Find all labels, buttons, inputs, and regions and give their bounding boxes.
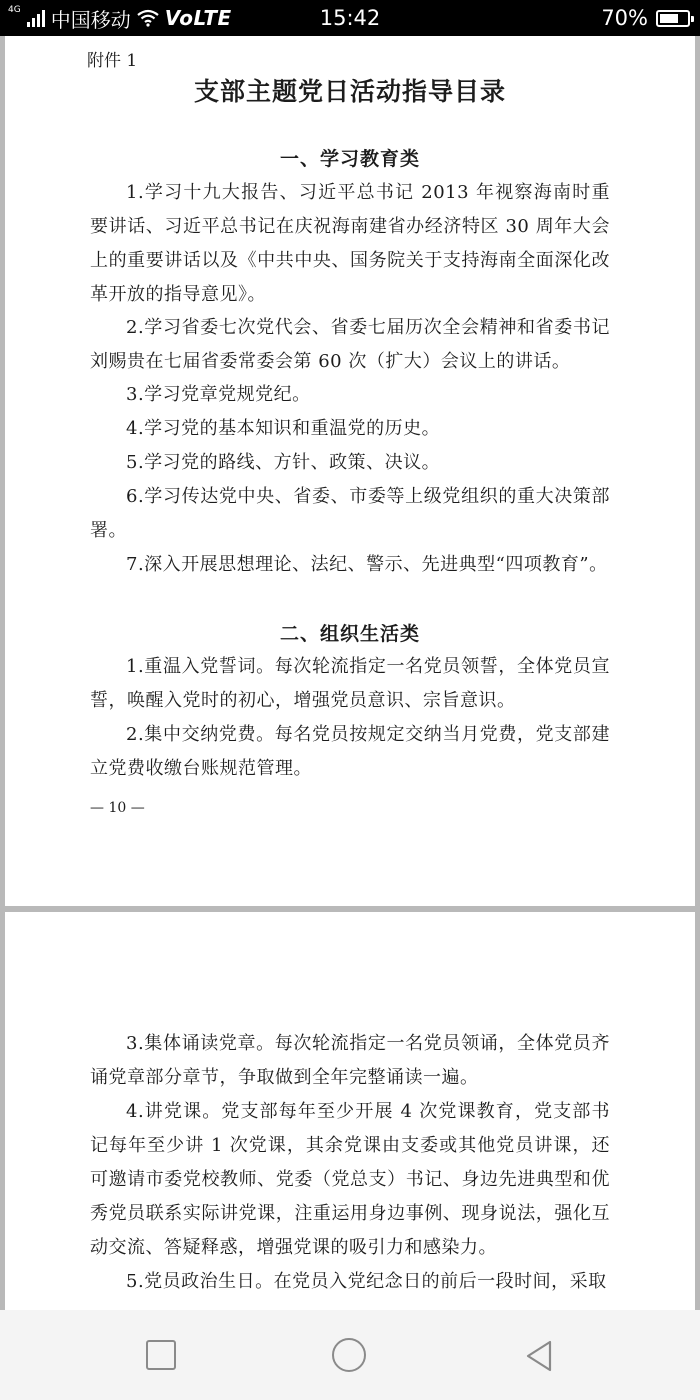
list-item: 5.学习党的路线、方针、政策、决议。 xyxy=(126,452,441,473)
list-item: 1.学习十九大报告、习近平总书记 2013 年视察海南时重要讲话、习近平总书记在庆祝海南建省办经济特区 30 周年大会上的重要讲话以及《中共中央、国务院关于支持海南全面深化改革开放的指导意见》。 xyxy=(90,182,610,305)
list-item: 3.集体诵读党章。每次轮流指定一名党员领诵，全体党员齐诵党章部分章节，争取做到全年完整诵读一遍。 xyxy=(90,1033,610,1088)
section-title-organization: 二、组织生活类 xyxy=(279,623,420,645)
battery-percent: 70% xyxy=(601,6,648,30)
clock: 15:42 xyxy=(319,6,381,30)
battery-icon xyxy=(656,10,690,27)
recent-apps-button[interactable] xyxy=(146,1340,176,1370)
list-item: 4.学习党的基本知识和重温党的历史。 xyxy=(126,418,441,439)
battery-fill xyxy=(660,14,678,23)
list-item: 6.学习传达党中央、省委、市委等上级党组织的重大决策部署。 xyxy=(90,486,610,541)
volte-indicator: VoLTE xyxy=(164,6,232,30)
home-button[interactable] xyxy=(332,1338,366,1372)
section-title-study: 一、学习教育类 xyxy=(279,148,420,170)
list-item: 2.集中交纳党费。每名党员按规定交纳当月党费，党支部建立党费收缴台账规范管理。 xyxy=(90,724,610,779)
back-button[interactable] xyxy=(520,1336,560,1376)
page-number: — 10 — xyxy=(90,800,145,816)
navigation-bar xyxy=(0,1310,700,1400)
carrier-name: 中国移动 xyxy=(50,7,131,32)
network-type: 4G xyxy=(8,4,21,15)
list-item: 7.深入开展思想理论、法纪、警示、先进典型“四项教育”。 xyxy=(126,554,608,575)
document-page-2[interactable] xyxy=(5,912,695,1310)
status-bar xyxy=(0,0,700,36)
list-item: 1.重温入党誓词。每次轮流指定一名党员领誓，全体党员宣誓，唤醒入党时的初心，增强党员意识、宗旨意识。 xyxy=(90,656,610,711)
document-page-1[interactable] xyxy=(5,36,695,906)
attachment-label: 附件 1 xyxy=(87,51,138,71)
list-item: 4.讲党课。党支部每年至少开展 4 次党课教育，党支部书记每年至少讲 1 次党课，其余党课由支委或其他党员讲课，还可邀请市委党校教师、党委（党总支）书记、身边先进典型和优秀党员联系实际讲党课，注重运用身边事例、现身说法，强化互动交流、答疑释惑，增强党课的吸引力和感染力。 xyxy=(90,1101,610,1258)
document-title: 支部主题党日活动指导目录 xyxy=(193,77,506,106)
list-item: 2.学习省委七次党代会、省委七届历次全会精神和省委书记刘赐贵在七届省委常委会第 60 次（扩大）会议上的讲话。 xyxy=(90,317,610,372)
status-right xyxy=(601,0,690,36)
list-item: 3.学习党章党规党纪。 xyxy=(126,384,311,405)
list-item: 5.党员政治生日。在党员入党纪念日的前后一段时间，采取 xyxy=(126,1271,607,1292)
